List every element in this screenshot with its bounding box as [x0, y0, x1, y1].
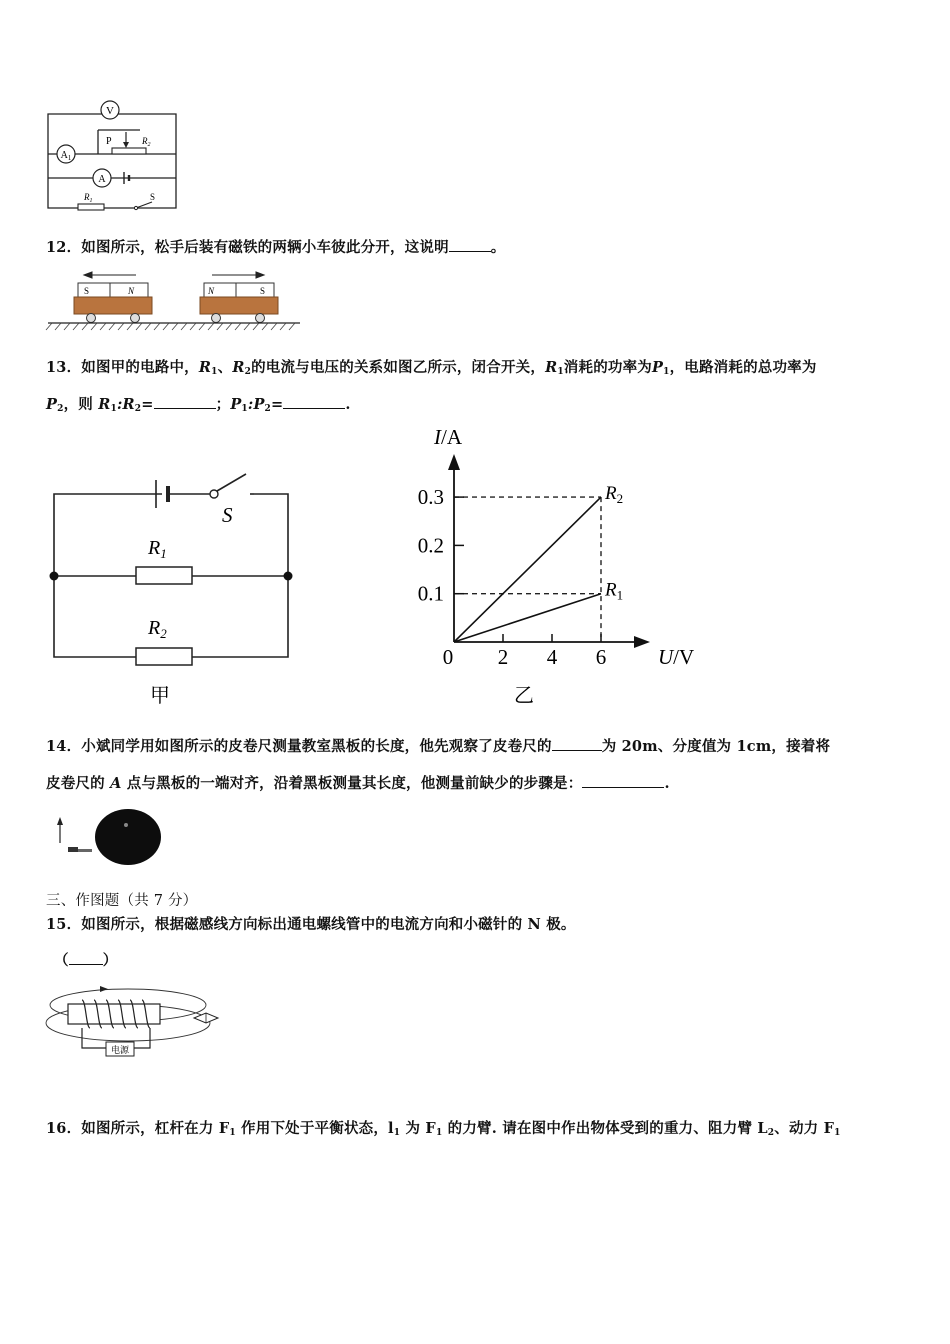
svg-text:R2: $R_2$: [148, 617, 167, 641]
circuit-jia: [40, 462, 310, 712]
y-tick-label-0: 0.1: [417, 581, 444, 606]
x-tick-label-1: 2: [497, 645, 509, 669]
svg-text:N: N: [208, 286, 215, 296]
x-axis-arrow: [634, 636, 650, 648]
svg-text:R2: $R_2$: [142, 136, 151, 148]
y-tick-label-1: 0.2: [417, 533, 444, 558]
tape-reel-icon: [95, 809, 161, 865]
x-tick-label-3: 6: [595, 645, 607, 669]
question-15-answer-paren: （ ）: [54, 952, 118, 969]
fig11-circuit: [40, 96, 190, 216]
svg-text:R1: $R_1$: [84, 192, 93, 204]
iv-graph-yi: [400, 420, 720, 710]
voltmeter-label: V: [106, 105, 114, 117]
resistor-r2: [136, 648, 192, 665]
question-14-line2: 皮卷尺的 A 点与黑板的一端对齐，沿着黑板测量其长度，他测量前缺少的步骤是： .: [46, 775, 670, 792]
caption-jia: 甲: [150, 685, 170, 707]
caption-yi: 乙: [514, 685, 534, 707]
svg-text:S: S: [260, 286, 266, 296]
question-16: 16．如图所示，杠杆在力 $F_1$ 作用下处于平衡状态，$l_1$ 为 $F_1$ 的力臂. 请在图中作出物体受到的重力、阻力臂 $L_2$、动力 $F_1$: [46, 1120, 841, 1138]
question-13-line2: $P_2$，则 $R_1:R_2=$ ；$P_1:P_2=$ .: [46, 396, 351, 414]
svg-text:A1: $A_1$: [60, 150, 72, 162]
svg-text:S: S: [150, 192, 156, 202]
question-14-line1: 14．小斌同学用如图所示的皮卷尺测量教室黑板的长度，他先观察了皮卷尺的 为 20m、分度值为 1cm，接着将: [46, 738, 831, 755]
y-tick-label-2: 0.3: [417, 485, 444, 510]
fig14-tape-measure: [48, 805, 168, 869]
x-tick-label-0: 0: [442, 645, 454, 669]
fig15-solenoid: [44, 980, 234, 1080]
svg-text:R1: $R_1$: [148, 537, 167, 561]
x-axis-label: U/V: [658, 645, 695, 669]
power-source-label: 电源: [110, 1045, 130, 1055]
x-tick-label-2: 4: [546, 645, 558, 669]
switch-label: S: [222, 503, 233, 527]
series-line-R1: [454, 594, 601, 642]
question-15: 15．如图所示，根据磁感线方向标出通电螺线管中的电流方向和小磁针的 N 极。: [46, 916, 576, 933]
y-axis-arrow: [448, 454, 460, 470]
question-12: 12．如图所示，松手后装有磁铁的两辆小车彼此分开，这说明 。: [46, 239, 506, 256]
fig12-magnet-carts: [44, 266, 304, 336]
svg-text:A: A: [98, 174, 106, 185]
y-axis-label: I/A: [434, 425, 462, 449]
question-13-line1: 13．如图甲的电路中，$R_1$、$R_2$的电流与电压的关系如图乙所示，闭合开关，$R_1$消耗的功率为$P_1$，电路消耗的总功率为: [46, 359, 817, 377]
series-label-R2: $R_2$: [605, 483, 624, 507]
series-line-R2: [454, 497, 601, 642]
svg-text:S: S: [84, 286, 90, 296]
resistor-r1: [136, 567, 192, 584]
section-3-title: 三、作图题（共 7 分）: [46, 893, 198, 909]
svg-text:N: N: [128, 286, 135, 296]
series-label-R1: $R_1$: [605, 579, 624, 603]
slider-p-label: P: [106, 136, 112, 147]
